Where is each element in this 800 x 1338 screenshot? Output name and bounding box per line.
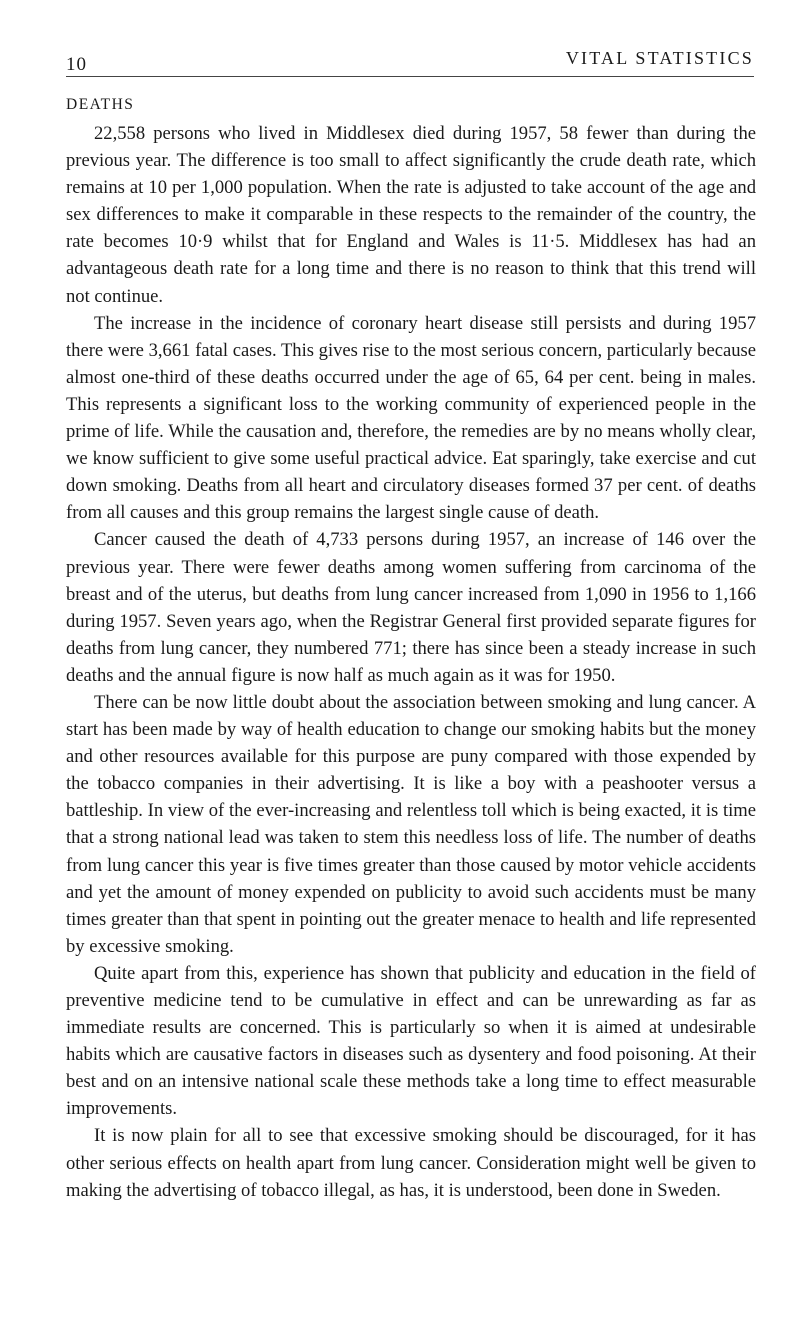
- paragraph: It is now plain for all to see that excessive smoking should be discouraged, for it has other serious effects on health apart from lung cancer. Consideration might well be given to making the advertising of tobacco illegal, as has, it is understood, been done in Sweden.: [66, 1125, 756, 1201]
- running-head: VITAL STATISTICS: [565, 48, 754, 68]
- paragraph: Quite apart from this, experience has shown that publicity and education in the field of preventive medicine tend to be cumulative in effect and can be unrewarding as far as immediate results are concerned. This is particularly so when it is aimed at undesirable habits which are causative factors in diseases such as dysentery and food poisoning. At their best and on an intensive national scale these methods take a long time to effect measurable improvements.: [66, 962, 756, 1120]
- body-text: [66, 96, 756, 1204]
- paragraph: There can be now little doubt about the association between smoking and lung cancer. A start has been made by way of health education to change our smoking habits but the money and other resources available for this purpose are puny compared with those expended by the tobacco companies in their advertising. It is like a boy with a peashooter versus a battleship. In view of the ever-increasing and relentless toll which is being exacted, it is time that a strong national lead was taken to stem this needless loss of life. The number of deaths from lung cancer this year is five times greater than those caused by motor vehicle accidents and yet the amount of money expended on publicity to avoid such accidents must be many times greater than that spent in pointing out the greater menace to health and life represented by excessive smoking.: [66, 691, 756, 957]
- paragraph: 22,558 persons who lived in Middlesex died during 1957, 58 fewer than during the previous year. The difference is too small to affect significantly the crude death rate, which remains at 10 per 1,000 population. When the rate is adjusted to take account of the age and sex differences to make it comparable in these respects to the remainder of the country, the rate becomes 10·9 whilst that for England and Wales is 11·5. Middlesex has had an advantageous death rate for a long time and there is no reason to think that this trend will not continue.: [66, 123, 756, 307]
- header-rule: [66, 76, 754, 77]
- paragraph: Cancer caused the death of 4,733 persons during 1957, an increase of 146 over the previous year. There were fewer deaths among women suffering from carcinoma of the breast and of the uterus, but deaths from lung cancer increased from 1,090 in 1956 to 1,166 during 1957. Seven years ago, when the Registrar General first provided separate figures for deaths from lung cancer, they numbered 771; there has since been a steady increase in such deaths and the annual figure is now half as much again as it was for 1950.: [66, 529, 756, 686]
- page-number: 10: [66, 54, 87, 75]
- section-heading: DEATHS: [66, 96, 135, 113]
- paragraph: The increase in the incidence of coronary heart disease still persists and during 1957 there were 3,661 fatal cases. This gives rise to the most serious concern, particularly because almost one-third of these deaths occurred under the age of 65, 64 per cent. being in males. This represents a significant loss to the working community of experienced people in the prime of life. While the causation and, therefore, the remedies are by no means wholly clear, we know sufficient to give some useful practical advice. Eat sparingly, take exercise and cut down smoking. Deaths from all heart and circulatory diseases formed 37 per cent. of deaths from all causes and this group remains the largest single cause of death.: [66, 312, 756, 524]
